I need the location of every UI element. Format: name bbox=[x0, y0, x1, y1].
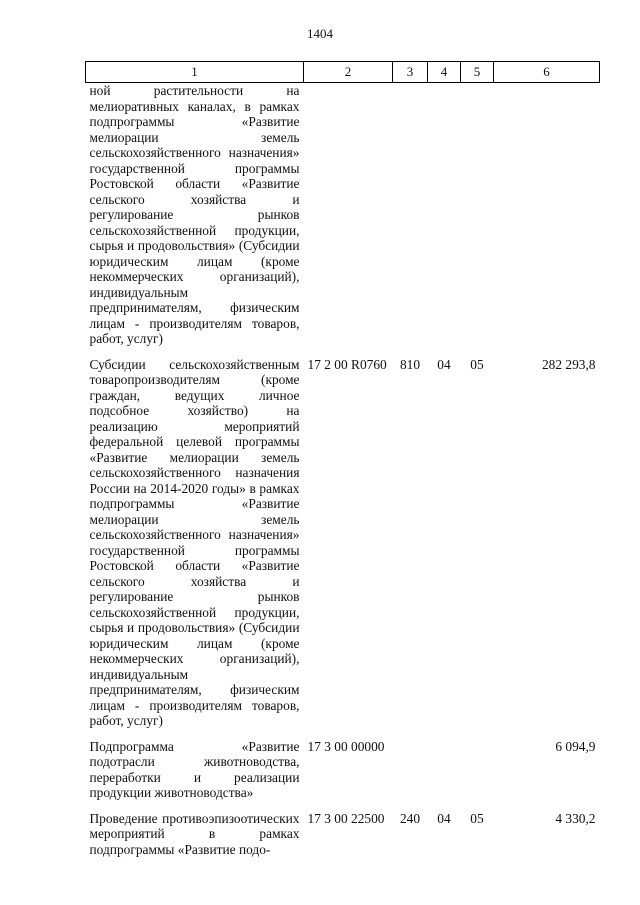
row-sum bbox=[494, 83, 600, 347]
row-rz bbox=[428, 83, 461, 347]
row-name: Проведение противоэпизоотических мероприятий в рамках подпрограммы «Развитие подо- bbox=[89, 810, 300, 857]
row-rz bbox=[428, 739, 461, 801]
header-col-1: 1 bbox=[86, 62, 304, 83]
header-col-3: 3 bbox=[393, 62, 428, 83]
row-csr: 17 2 00 R0760 bbox=[307, 356, 387, 372]
row-csr: 17 3 00 00000 bbox=[307, 738, 385, 754]
row-rz: 04 bbox=[437, 356, 451, 372]
row-name: Субсидии сельскохозяйственным товаропроизводителям (кроме граждан, ведущих личное подсобное хозяйство) на реализацию мероприятий федеральной целевой программы «Развитие мелиорации земель сельскохозяйственного назначения России на 2014-2020 годы» в рамках подпрограммы «Развитие мелиорации земель сельскохозяйственного назначения» государственной программы Ростовской области «Развитие сельского хозяйства и регулирование рынков сельскохозяйственной продукции, сырья и продовольствия» (Субсидии юридическим лицам (кроме некоммерческих организаций), индивидуальным предпринимателям, физическим лицам - производителям товаров, работ, услуг) bbox=[89, 356, 300, 728]
row-csr bbox=[304, 83, 393, 347]
budget-table bbox=[85, 61, 600, 857]
row-csr: 17 3 00 22500 bbox=[307, 810, 385, 826]
row-name: ной растительности на мелиоративных каналах, в рамках подпрограммы «Развитие мелиорации земель сельскохозяйственного назначения» государственной программы Ростовской области «Развитие сельского хозяйства и регулирование рынков сельскохозяйственной продукции, сырья и продовольствия» (Субсидии юридическим лицам (кроме некоммерческих организаций), индивидуальным предпринимателям, физическим лицам - производителям товаров, работ, услуг) bbox=[89, 83, 300, 346]
page-number: 1404 bbox=[307, 26, 333, 41]
row-name: Подпрограмма «Развитие подотрасли животноводства, переработки и реализации продукции животноводства» bbox=[89, 738, 300, 800]
header-col-4: 4 bbox=[428, 62, 461, 83]
row-vr bbox=[393, 739, 428, 801]
row-sum: 282 293,8 bbox=[541, 356, 596, 372]
row-sum: 6 094,9 bbox=[555, 738, 596, 754]
row-vr: 240 bbox=[399, 810, 421, 826]
row-rz: 04 bbox=[437, 810, 451, 826]
row-pr: 05 bbox=[470, 810, 484, 826]
table-row bbox=[86, 739, 600, 801]
table-row bbox=[86, 357, 600, 729]
table-header-row bbox=[86, 62, 600, 83]
row-vr bbox=[393, 83, 428, 347]
row-pr bbox=[461, 739, 494, 801]
table-row bbox=[86, 83, 600, 347]
row-sum: 4 330,2 bbox=[555, 810, 596, 826]
row-vr: 810 bbox=[399, 356, 421, 372]
row-pr: 05 bbox=[470, 356, 484, 372]
table-row bbox=[86, 811, 600, 858]
header-col-6: 6 bbox=[494, 62, 600, 83]
row-pr bbox=[461, 83, 494, 347]
header-col-2: 2 bbox=[304, 62, 393, 83]
header-col-5: 5 bbox=[461, 62, 494, 83]
